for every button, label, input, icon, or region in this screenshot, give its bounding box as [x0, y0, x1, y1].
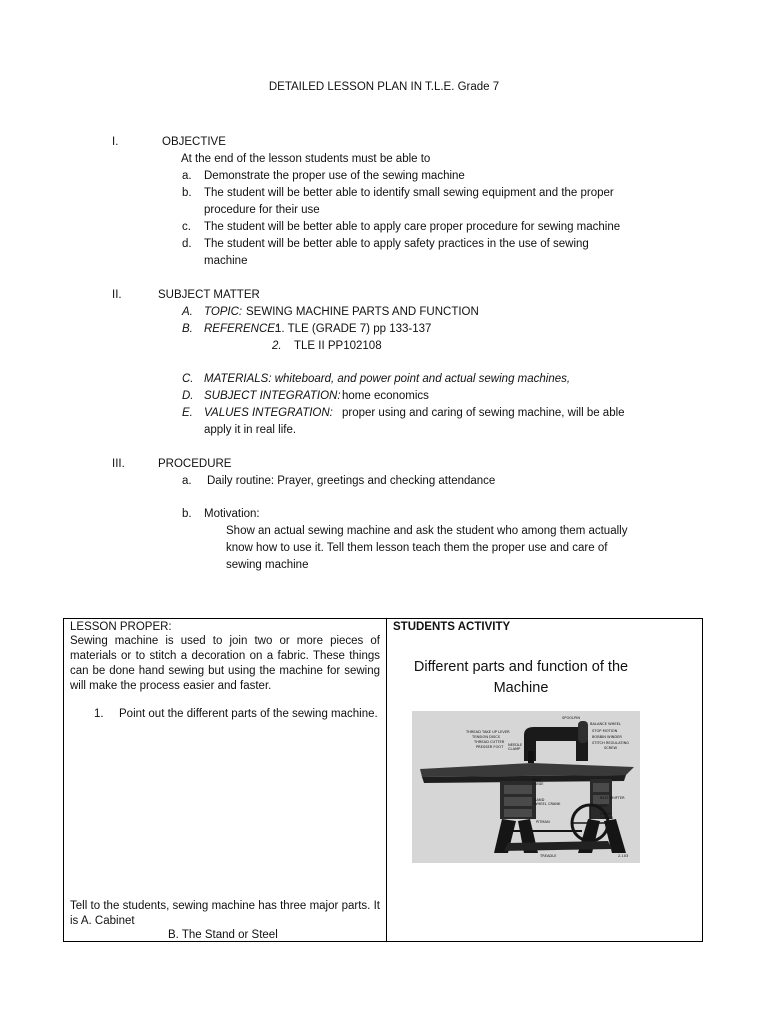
daily-routine-text: Daily routine: Prayer, greetings and checking attendance: [207, 475, 496, 487]
objective-item-d: The student will be better able to apply safety practices in the use of sewing: [204, 238, 589, 250]
motivation-line-2: know how to use it. Tell them lesson teach them the proper use and care of: [226, 542, 608, 554]
objective-heading: OBJECTIVE: [162, 136, 226, 148]
label-thread-cutter: THREAD CUTTER: [474, 740, 505, 744]
label-dress: DRESS: [600, 812, 613, 816]
objective-item-b: The student will be better able to identify small sewing equipment and the proper: [204, 187, 614, 199]
label-pitman: PITMAN: [536, 820, 550, 824]
reference-label: REFERENCE:: [204, 323, 279, 335]
label-band: BAND: [534, 798, 545, 802]
activity-title-line-1: Different parts and function of the: [413, 659, 629, 675]
label-stitch-regulating: STITCH REGULATING: [592, 741, 630, 745]
label-clamp: CLAMP: [508, 747, 521, 751]
values-label: VALUES INTEGRATION:: [204, 407, 333, 419]
activity-title: [398, 657, 644, 699]
lesson-paragraph: Sewing machine is used to join two or more pieces of materials or to stitch a decoration on a fabric. These things can be done hand sewing but using the machine for sewing will make the process easier and faster.: [70, 635, 380, 692]
objective-letter-a: a.: [182, 170, 192, 182]
objective-intro: At the end of the lesson students must be able to: [181, 153, 431, 165]
topic-letter: A.: [182, 306, 193, 318]
point-text: Point out the different parts of the sewing machine.: [119, 708, 378, 720]
label-screw: SCREW: [604, 746, 618, 750]
reference-letter: B.: [182, 323, 193, 335]
label-thread-take-up-lever: THREAD TAKE UP LEVER: [466, 730, 510, 734]
subject-numeral: II.: [112, 289, 122, 301]
daily-letter: a.: [182, 475, 192, 487]
materials-letter: C.: [182, 373, 194, 385]
label-figure-number: 2.103: [618, 854, 629, 858]
label-presser-foot: PRESSER FOOT: [476, 745, 504, 749]
objective-letter-c: c.: [182, 221, 191, 233]
page-title: DETAILED LESSON PLAN IN T.L.E. Grade 7: [268, 81, 500, 93]
values-letter: E.: [182, 407, 193, 419]
tell-students-line-2: B. The Stand or Steel: [168, 929, 278, 941]
motivation-line-3: sewing machine: [226, 559, 309, 571]
reference-num-2: 2.: [272, 340, 282, 352]
label-treadle: TREADLE: [540, 854, 557, 858]
objective-numeral: I.: [112, 136, 119, 148]
values-value-cont: apply it in real life.: [204, 424, 297, 436]
motivation-label: Motivation:: [204, 508, 260, 520]
motivation-letter: b.: [182, 508, 192, 520]
students-activity-heading: STUDENTS ACTIVITY: [393, 621, 511, 633]
topic-label: TOPIC:: [204, 306, 243, 318]
label-needle: NEEDLE: [508, 743, 523, 747]
point-number: 1.: [94, 708, 104, 720]
objective-item-a: Demonstrate the proper use of the sewing machine: [204, 170, 465, 182]
integration-letter: D.: [182, 390, 194, 402]
objective-item-b-cont: procedure for their use: [204, 204, 320, 216]
label-belt: BELT: [532, 778, 541, 782]
motivation-line-1: Show an actual sewing machine and ask the student who among them actually: [226, 525, 628, 537]
reference-value-2: TLE II PP102108: [294, 340, 382, 352]
values-value: proper using and caring of sewing machine, will be able: [342, 407, 625, 419]
integration-value: home economics: [342, 390, 429, 402]
objective-letter-b: b.: [182, 187, 192, 199]
materials-text: MATERIALS: whiteboard, and power point and actual sewing machines,: [204, 373, 571, 385]
label-belt-shifter: BELT SHIFTER: [600, 796, 625, 800]
label-guard: GUARD: [600, 816, 614, 820]
objective-item-d-cont: machine: [204, 255, 248, 267]
reference-value-1: 1. TLE (GRADE 7) pp 133-137: [275, 323, 432, 335]
label-tension-discs: TENSION DISCS: [472, 735, 501, 739]
subject-heading: SUBJECT MATTER: [158, 289, 260, 301]
activity-title-line-2: Machine: [493, 680, 549, 696]
table-divider: [386, 619, 387, 941]
objective-item-c: The student will be better able to apply care proper procedure for sewing machine: [204, 221, 621, 233]
procedure-numeral: III.: [112, 458, 125, 470]
lesson-table: [63, 618, 703, 942]
objective-letter-d: d.: [182, 238, 192, 250]
label-spoolpin: SPOOLPIN: [562, 716, 581, 720]
label-wheel-crank: WHEEL CRANK: [534, 802, 561, 806]
tell-students-text: Tell to the students, sewing machine has three major parts. It is A. Cabinet: [70, 900, 380, 927]
lesson-proper-heading: LESSON PROPER:: [70, 621, 172, 633]
label-guide: GUIDE: [532, 782, 544, 786]
label-stop-motion: STOP MOTION: [592, 729, 618, 733]
label-balance-wheel: BALANCE WHEEL: [590, 722, 621, 726]
procedure-heading: PROCEDURE: [158, 458, 232, 470]
topic-value: SEWING MACHINE PARTS AND FUNCTION: [246, 306, 479, 318]
label-leg: LEG: [600, 804, 608, 808]
integration-label: SUBJECT INTEGRATION:: [204, 390, 341, 402]
sewing-machine-image: [412, 711, 640, 863]
label-bobbin-winder: BOBBIN WINDER: [592, 735, 622, 739]
